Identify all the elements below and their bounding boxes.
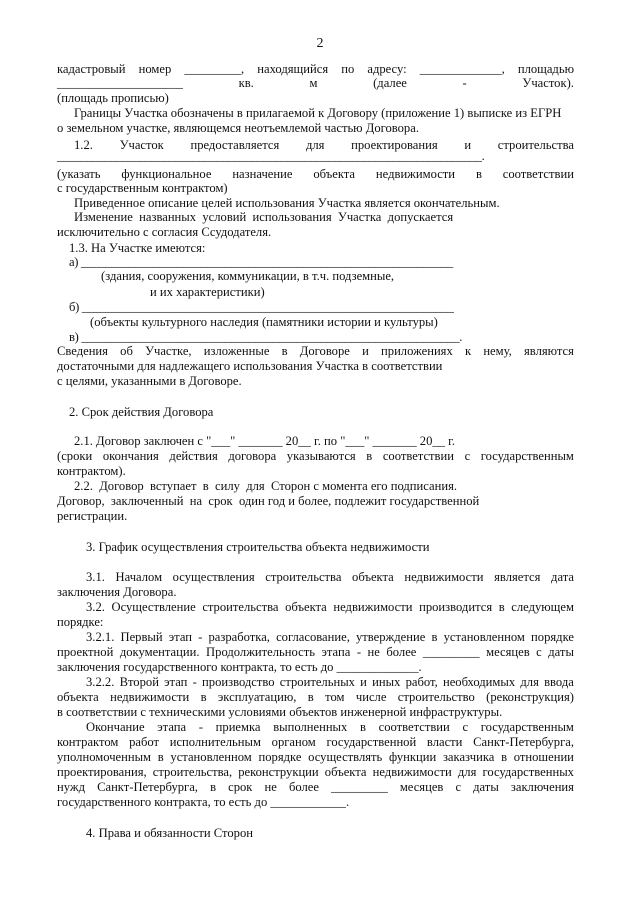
word: 3.2. xyxy=(86,600,105,614)
word: Сведения xyxy=(57,344,108,358)
word: в xyxy=(210,780,217,794)
word: в xyxy=(307,690,314,704)
word: уполномоченным xyxy=(57,750,152,764)
page-number: 2 xyxy=(316,36,324,51)
word: для xyxy=(457,765,477,779)
word: строительства xyxy=(265,570,342,584)
word: Участок). xyxy=(522,76,574,90)
word: - xyxy=(198,630,203,644)
word: заключения xyxy=(510,780,574,794)
word: эксплуатацию, xyxy=(217,690,297,704)
word: не xyxy=(367,645,380,659)
word: окончания xyxy=(102,449,159,463)
word: разработка, xyxy=(208,630,270,644)
word: Первый xyxy=(120,630,163,644)
word: объекта xyxy=(313,167,356,181)
word: _____________, xyxy=(419,62,505,76)
word: заказчика xyxy=(442,750,495,764)
word: (указать xyxy=(57,167,101,181)
word: органом xyxy=(271,735,316,749)
word: недвижимости xyxy=(333,600,413,614)
section-2-2-row-2: Договор, заключенный на срок один год и более, подлежит государственной xyxy=(57,494,480,508)
word: Продолжительность xyxy=(206,645,315,659)
section-2-2-row-1: 2.2. Договор вступает в силу для Сторон с момента его подписания. xyxy=(74,479,458,493)
word: _________, xyxy=(184,62,245,76)
word: нужд xyxy=(57,780,85,794)
word: Началом xyxy=(115,570,163,584)
word: (сроки xyxy=(57,449,93,463)
word: _________ xyxy=(331,780,388,794)
word: даты xyxy=(473,780,499,794)
section-3-1-row-1 xyxy=(86,570,574,585)
word: утверждение xyxy=(356,630,426,644)
word: выполненных xyxy=(273,720,348,734)
item-1-3-title: 1.3. На Участке имеются: xyxy=(69,241,206,255)
word: соответствии xyxy=(502,167,574,181)
word: Участок xyxy=(119,138,164,152)
section-3-title: 3. График осуществления строительства объекта недвижимости xyxy=(86,540,430,554)
word: кадастровый xyxy=(57,62,126,76)
word: 3.1. xyxy=(86,570,105,584)
word: недвижимости xyxy=(372,765,452,779)
word: в xyxy=(157,750,164,764)
stage-end-row-2 xyxy=(57,735,574,750)
word: с xyxy=(464,449,471,463)
word: кв. xyxy=(238,76,254,90)
item-1-2-hint-cont: с государственным контрактом) xyxy=(57,181,228,195)
word: номер xyxy=(138,62,172,76)
word: недвижимости xyxy=(404,570,484,584)
item-1-2-hint-row xyxy=(57,167,574,182)
word: 3.2.2. xyxy=(86,675,115,689)
word: осуществления xyxy=(172,570,255,584)
word: является xyxy=(494,570,541,584)
word: Договоре xyxy=(299,344,350,358)
word: - xyxy=(356,645,362,659)
word: объекта xyxy=(57,690,99,704)
word: недвижимости xyxy=(110,690,190,704)
word: реконструкции xyxy=(238,765,319,779)
word: в xyxy=(281,344,288,358)
word: соответствии xyxy=(378,720,450,734)
word: и xyxy=(464,138,472,152)
word: порядке xyxy=(531,630,574,644)
word: находящийся xyxy=(257,62,329,76)
word: Второй xyxy=(119,675,159,689)
word: функциональное xyxy=(121,167,212,181)
section-2-1-text: 2.1. Договор заключен с "___" _______ 20__ г. по "___" _______ 20__ г. xyxy=(74,434,456,448)
word: _________ xyxy=(422,645,480,659)
word: м xyxy=(309,76,318,90)
word: с xyxy=(536,645,542,659)
word: (далее xyxy=(373,76,407,90)
word: согласование, xyxy=(276,630,350,644)
info-row-2: достаточными для надлежащего использования Участка в соответствии xyxy=(57,359,443,373)
word: действия xyxy=(169,449,218,463)
word: - xyxy=(192,675,197,689)
word: недвижимости xyxy=(375,167,456,181)
word: договора xyxy=(228,449,277,463)
word: ввода xyxy=(544,675,574,689)
section-3-2-2-row-2 xyxy=(57,690,574,705)
word: контрактом xyxy=(57,735,119,749)
word: осуществлять xyxy=(308,750,383,764)
word: строительства xyxy=(202,600,279,614)
word: изложенные xyxy=(203,344,270,358)
word: иных xyxy=(372,675,401,689)
section-3-2-1-row-2 xyxy=(57,645,574,660)
word: этапа xyxy=(157,720,187,734)
change-conditions-text: Изменение названных условий использования Участка допускается xyxy=(74,210,454,224)
change-conditions-cont: исключительно с согласия Ссудодателя. xyxy=(57,225,272,239)
cadastral-row-2 xyxy=(57,76,574,91)
word: исполнительным xyxy=(169,735,261,749)
word: Участке, xyxy=(145,344,192,358)
section-3-2-2-row-1 xyxy=(86,675,574,690)
word: государственной xyxy=(326,735,417,749)
word: месяцев xyxy=(399,780,444,794)
word: установленном xyxy=(170,750,252,764)
word: производится xyxy=(419,600,493,614)
word: для xyxy=(305,138,325,152)
word: объекта xyxy=(352,570,394,584)
word: отношении xyxy=(513,750,574,764)
word: установленном xyxy=(443,630,525,644)
word: власти xyxy=(426,735,463,749)
word: строительство xyxy=(397,690,475,704)
word: строительства, xyxy=(152,765,233,779)
word: работ xyxy=(129,735,160,749)
word: государственным xyxy=(480,449,574,463)
word: 3.2.1. xyxy=(86,630,115,644)
word: и xyxy=(360,675,367,689)
purpose-final-text: Приведенное описание целей использования Участка является окончательным. xyxy=(74,196,500,210)
word: функции xyxy=(389,750,437,764)
word: предоставляется xyxy=(190,138,280,152)
word: являются xyxy=(524,344,574,358)
area-in-words-note: (площадь прописью) xyxy=(57,91,169,105)
item-a-line: а) ______________________________________________________________ xyxy=(69,255,453,269)
word: проектирования, xyxy=(57,765,147,779)
word: - xyxy=(462,76,467,90)
word: Осуществление xyxy=(111,600,196,614)
cadastral-row-1 xyxy=(57,62,574,77)
word: в xyxy=(475,167,482,181)
word: по xyxy=(341,62,355,76)
section-3-1-row-2: заключения Договора. xyxy=(57,585,177,599)
word: 1.2. xyxy=(74,138,93,152)
word: этапа xyxy=(321,645,351,659)
section-3-2-2-row-3: в соответствии с техническими условиями объектов инженерной инфраструктуры. xyxy=(57,705,503,719)
stage-end-row-4 xyxy=(57,765,574,780)
stage-end-row-3 xyxy=(57,750,574,765)
word: с xyxy=(455,780,462,794)
word: числе xyxy=(355,690,387,704)
word: строительства xyxy=(497,138,574,152)
word: необходимых xyxy=(442,675,516,689)
word: строительных xyxy=(279,675,355,689)
word: в xyxy=(360,720,366,734)
word: приложениях xyxy=(381,344,453,358)
item-a-note-2: и их характеристики) xyxy=(150,285,265,299)
word: в xyxy=(501,750,508,764)
word: ____________________ xyxy=(57,76,183,90)
word: адресу: xyxy=(367,62,407,76)
word: назначение xyxy=(232,167,293,181)
word: в xyxy=(431,630,438,644)
word: (реконструкция) xyxy=(486,690,574,704)
section-3-2-1-row-1 xyxy=(86,630,574,645)
word: с xyxy=(462,720,469,734)
word: этап xyxy=(164,675,188,689)
item-1-2-blank-line: ________________________________________________________________________. xyxy=(57,149,485,163)
word: Санкт-Петербурга, xyxy=(473,735,574,749)
word: в xyxy=(366,449,373,463)
word: даты xyxy=(548,645,574,659)
word: срок xyxy=(228,780,253,794)
item-b-note: (объекты культурного наследия (памятники истории и культуры) xyxy=(90,315,438,329)
word: проектной xyxy=(57,645,114,659)
word: нему, xyxy=(483,344,512,358)
word: следующем xyxy=(511,600,574,614)
boundaries-text-cont: о земельном участке, являющемся неотъемлемой частью Договора. xyxy=(57,121,419,135)
item-b-line: б) ______________________________________________________________ xyxy=(69,300,454,314)
section-3-2-row-2: порядке: xyxy=(57,615,104,629)
word: государственным xyxy=(480,720,574,734)
stage-end-row-1 xyxy=(86,720,574,735)
info-row-3: с целями, указанными в Договоре. xyxy=(57,374,242,388)
section-4-title: 4. Права и обязанности Сторон xyxy=(86,826,254,840)
word: к xyxy=(464,344,472,358)
word: объекта xyxy=(285,600,327,614)
word: этап xyxy=(168,630,192,644)
word: приемка xyxy=(215,720,261,734)
item-a-note-1: (здания, сооружения, коммуникации, в т.ч. подземные, xyxy=(101,269,395,283)
word: Санкт-Петербурга, xyxy=(97,780,198,794)
word: об xyxy=(120,344,133,358)
word: не xyxy=(264,780,277,794)
word: Окончание xyxy=(86,720,145,734)
section-2-2-row-3: регистрации. xyxy=(57,509,128,523)
word: государственных xyxy=(482,765,574,779)
section-3-2-1-row-3: заключения государственного контракта, то есть до _____________. xyxy=(57,660,422,674)
stage-end-row-5 xyxy=(57,780,574,795)
word: соответствии xyxy=(382,449,454,463)
section-2-note-row-2: контрактом). xyxy=(57,464,126,478)
info-row-1 xyxy=(57,344,574,359)
word: производство xyxy=(202,675,275,689)
word: дата xyxy=(551,570,574,584)
word: документации. xyxy=(119,645,200,659)
section-2-note-row-1 xyxy=(57,449,574,464)
word: объекта xyxy=(324,765,367,779)
item-v-line: в) _______________________________________________________________. xyxy=(69,330,463,344)
word: порядке xyxy=(258,750,302,764)
word: площадью xyxy=(517,62,574,76)
word: работ, xyxy=(405,675,438,689)
word: том xyxy=(325,690,345,704)
boundaries-text: Границы Участка обозначены в прилагаемой к Договору (приложение 1) выписке из ЕГРН xyxy=(74,106,562,120)
word: - xyxy=(198,720,203,734)
word: указываются xyxy=(286,449,356,463)
word: месяцев xyxy=(486,645,530,659)
word: для xyxy=(520,675,539,689)
stage-end-row-6: государственного контракта, то есть до ____________. xyxy=(57,795,350,809)
word: в xyxy=(498,600,505,614)
word: проектирования xyxy=(351,138,438,152)
word: и xyxy=(362,344,369,358)
section-2-title: 2. Срок действия Договора xyxy=(69,405,214,419)
section-3-2-row-1 xyxy=(86,600,574,615)
word: более xyxy=(288,780,319,794)
word: в xyxy=(200,690,207,704)
word: более xyxy=(386,645,417,659)
